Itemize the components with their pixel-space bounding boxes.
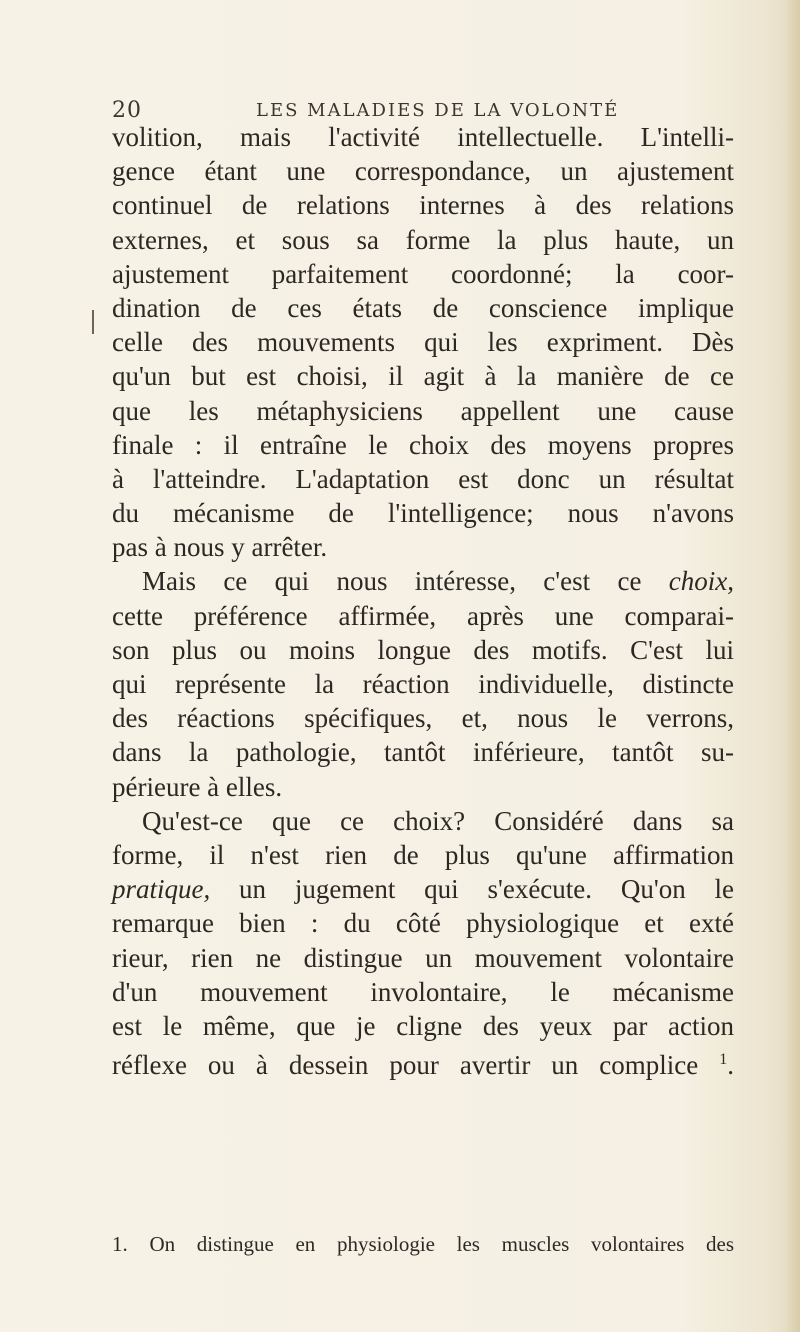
margin-mark: [92, 310, 94, 334]
footnote: [112, 1232, 734, 1257]
text-line: du mécanisme de l'intelligence; nous n'avons: [112, 498, 734, 529]
text-line: continuel de relations internes à des relations: [112, 190, 734, 221]
text-line: pas à nous y arrêter.: [112, 532, 328, 563]
text-line: celle des mouvements qui les expriment. Dès: [112, 327, 734, 358]
text-line: ajustement parfaitement coordonné; la coor-: [112, 258, 734, 289]
text-line: remarque bien : du côté physiologique et exté: [112, 908, 734, 939]
text-span: un jugement qui s'exécute. Qu'on le: [210, 874, 734, 905]
punctuation: .: [727, 1050, 734, 1081]
emphasis: pratique,: [112, 874, 211, 905]
footnote-marker: 1.: [112, 1232, 128, 1256]
footnote-ref: 1: [719, 1051, 728, 1069]
text-line: à l'atteindre. L'adaptation est donc un résultat: [112, 463, 734, 494]
text-line: son plus ou moins longue des motifs. C'est lui: [112, 634, 734, 665]
text-span: réflexe ou à dessein pour avertir un complice: [112, 1050, 699, 1081]
text-line: cette préférence affirmée, après une comparai-: [112, 600, 734, 631]
text-line: [112, 872, 734, 906]
text-line: d'un mouvement involontaire, le mécanisme: [112, 976, 734, 1007]
text-line: forme, il n'est rien de plus qu'une affirmation: [112, 839, 734, 870]
page-number: 20: [112, 98, 142, 123]
text-line: [112, 1043, 734, 1081]
running-head: LES MALADIES DE LA VOLONTÉ: [256, 100, 620, 121]
text-line: des réactions spécifiques, et, nous le verrons,: [112, 703, 734, 734]
text-line: finale : il entraîne le choix des moyens propres: [112, 429, 734, 460]
footnote-text: On distingue en physiologie les muscles volontaires des: [149, 1232, 734, 1256]
text-line: qui représente la réaction individuelle, distincte: [112, 669, 734, 699]
text-line: Qu'est-ce que ce choix? Considéré dans sa: [142, 805, 734, 836]
text-line: que les métaphysiciens appellent une cause: [112, 395, 734, 426]
text-line: périeure à elles.: [112, 771, 283, 802]
text-line: est le même, que je cligne des yeux par action: [112, 1010, 734, 1041]
text-line: qu'un but est choisi, il agit à la manière de ce: [112, 361, 734, 392]
text-line: dination de ces états de conscience implique: [112, 292, 734, 323]
text-line: rieur, rien ne distingue un mouvement volontaire: [112, 942, 734, 973]
text-line: [112, 564, 734, 598]
emphasis: choix,: [668, 566, 734, 597]
text-line: gence étant une correspondance, un ajustement: [112, 156, 734, 187]
text-line: volition, mais l'activité intellectuelle. L'intelli-: [112, 122, 734, 152]
text-span: Mais ce qui nous intéresse, c'est ce: [142, 566, 669, 597]
body-text: [112, 120, 734, 1081]
text-line: dans la pathologie, tantôt inférieure, tantôt su-: [112, 737, 734, 768]
text-line: externes, et sous sa forme la plus haute, un: [112, 224, 734, 255]
page-edge-shadow: [786, 0, 800, 1332]
